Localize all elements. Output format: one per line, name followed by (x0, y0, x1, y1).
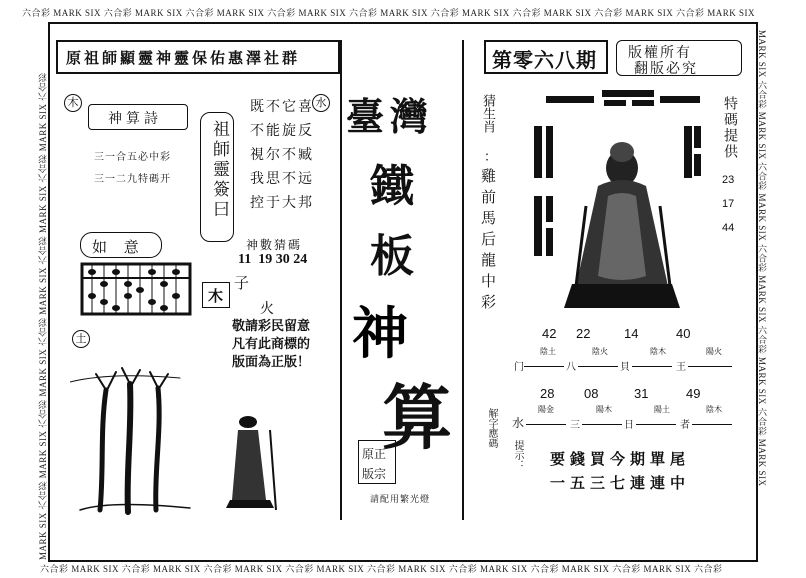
row2-number-4: 49 (686, 386, 701, 401)
row2-label-3: 陽土 (654, 405, 670, 414)
row1-label-4: 陽火 (706, 347, 722, 356)
row1-char-2: 八 (566, 362, 576, 373)
row1-char-1: 门 (514, 362, 524, 373)
center-footer: 請配用繁光燈 (370, 495, 431, 505)
zi-text: 子 (234, 274, 250, 292)
abacus-illustration (80, 262, 192, 318)
hint-line-1: 要錢買今期單尾 (550, 450, 691, 468)
deity-bagua-illustration (528, 86, 704, 314)
row2-label-1: 陽金 (538, 405, 554, 414)
row2-number-3: 31 (634, 386, 649, 401)
row1-rule-1 (524, 366, 564, 367)
verse-line: 視尔不臧 (250, 147, 314, 163)
row1-number-2: 22 (576, 326, 591, 341)
top-border-strip: 六合彩 MARK SIX 六合彩 MARK SIX 六合彩 MARK SIX 六合彩 MARK SIX 六合彩 MARK SIX 六合彩 MARK SIX 六合彩 MARK SIX 六合彩 MARK SIX 六合彩 MARK SIX (22, 8, 756, 18)
row2-label-4: 陰木 (706, 405, 722, 414)
notice-line-3: 版面為正版！ (232, 355, 311, 370)
row1-char-4: 王 (676, 362, 686, 373)
row2-rule-3 (636, 424, 676, 425)
seal-text (362, 444, 386, 484)
special-label: 特碼提供 (722, 96, 738, 160)
poem-line-1: 三一合五必中彩 (94, 152, 171, 163)
row1-rule-4 (688, 366, 732, 367)
title-shen: 神 (352, 301, 408, 367)
right-border-strip: MARK SIX 六合彩 MARK SIX 六合彩 MARK SIX 六合彩 MARK SIX 六合彩 MARK SIX 六合彩 MARK SIX (757, 30, 767, 487)
row2-label-2: 陽木 (596, 405, 612, 414)
guess-text: 雞前馬后龍中彩 (479, 168, 497, 315)
copyright-line-2: 翻版必究 (634, 61, 698, 77)
tishi-label: 提示： (512, 440, 523, 470)
verse-line: 既不它喜 (250, 99, 314, 115)
verse-block (250, 96, 330, 231)
poem-line-2: 三一二九特碼开 (94, 174, 171, 185)
oracle-text: 祖師靈簽曰 (209, 120, 229, 220)
ink-painting-illustration (70, 360, 290, 516)
banner-title: 原祖師顯靈神靈保佑惠澤社群 (66, 49, 301, 67)
row1-label-1: 陰土 (540, 347, 556, 356)
row2-rule-1 (526, 424, 566, 425)
ruyi-text: 如 意 (92, 238, 145, 256)
guess-colon: ： (484, 150, 498, 165)
special-number-2: 17 (722, 198, 735, 210)
row1-number-3: 14 (624, 326, 639, 341)
shenshu-numbers: 11 19 30 24 (238, 252, 308, 267)
row1-rule-3 (632, 366, 672, 367)
seal-line-b: 版宗 (362, 467, 387, 481)
verse-line: 不能旋反 (250, 123, 314, 139)
badge-water: 水 (312, 94, 330, 112)
shenshu-label: 神數猜碼 (246, 238, 303, 252)
hint-line-2: 一五三七連連中 (550, 474, 691, 492)
title-suan: 算 (382, 376, 452, 459)
row2-char-2: 三 (570, 420, 580, 431)
row2-number-1: 28 (540, 386, 555, 401)
row1-char-3: 貝 (620, 362, 630, 373)
row1-label-2: 陰火 (592, 347, 608, 356)
special-number-1: 23 (722, 174, 735, 186)
guess-label: 猜生肖 (480, 94, 495, 133)
row2-rule-2 (582, 424, 622, 425)
verse-line: 我思不远 (250, 171, 314, 187)
row2-char-4: 者 (680, 420, 690, 431)
badge-earth: 土 (72, 330, 90, 348)
copyright-line-1: 版權所有 (628, 45, 692, 61)
title-taiwan: 臺灣 (346, 94, 435, 139)
row2-char-3: 日 (624, 420, 634, 431)
left-divider (340, 40, 342, 520)
special-number-3: 44 (722, 222, 735, 234)
right-divider (462, 40, 464, 520)
row1-rule-2 (578, 366, 618, 367)
seal-line-a: 原正 (362, 447, 387, 461)
notice-line-2: 凡有此商標的 (232, 337, 311, 352)
row1-label-3: 陰木 (650, 347, 666, 356)
wood-box-text: 木 (208, 287, 224, 305)
notice-line-1: 敬請彩民留意 (232, 319, 311, 334)
row2-number-2: 08 (584, 386, 599, 401)
poem-title: 神算詩 (108, 111, 162, 127)
issue-title: 第零六八期 (492, 48, 597, 72)
row1-number-4: 40 (676, 326, 691, 341)
left-border-strip: MARK SIX 六合彩 MARK SIX 六合彩 MARK SIX 六合彩 MARK SIX 六合彩 MARK SIX 六合彩 MARK SIX 六合彩 (38, 72, 48, 560)
huo-text: 火 (260, 301, 274, 317)
bottom-border-strip: 六合彩 MARK SIX 六合彩 MARK SIX 六合彩 MARK SIX 六合彩 MARK SIX 六合彩 MARK SIX 六合彩 MARK SIX 六合彩 MARK SIX 六合彩 MARK SIX 六合彩 (40, 564, 723, 574)
row2-char-1: 水 (512, 416, 525, 430)
verse-line: 控于大邦 (250, 195, 314, 211)
row1-number-1: 42 (542, 326, 557, 341)
title-ban: 板 (370, 231, 414, 282)
row2-rule-4 (692, 424, 732, 425)
title-tie: 鐵 (370, 161, 414, 212)
badge-wood: 木 (64, 94, 82, 112)
jie-label: 解字應碼 (486, 408, 497, 448)
